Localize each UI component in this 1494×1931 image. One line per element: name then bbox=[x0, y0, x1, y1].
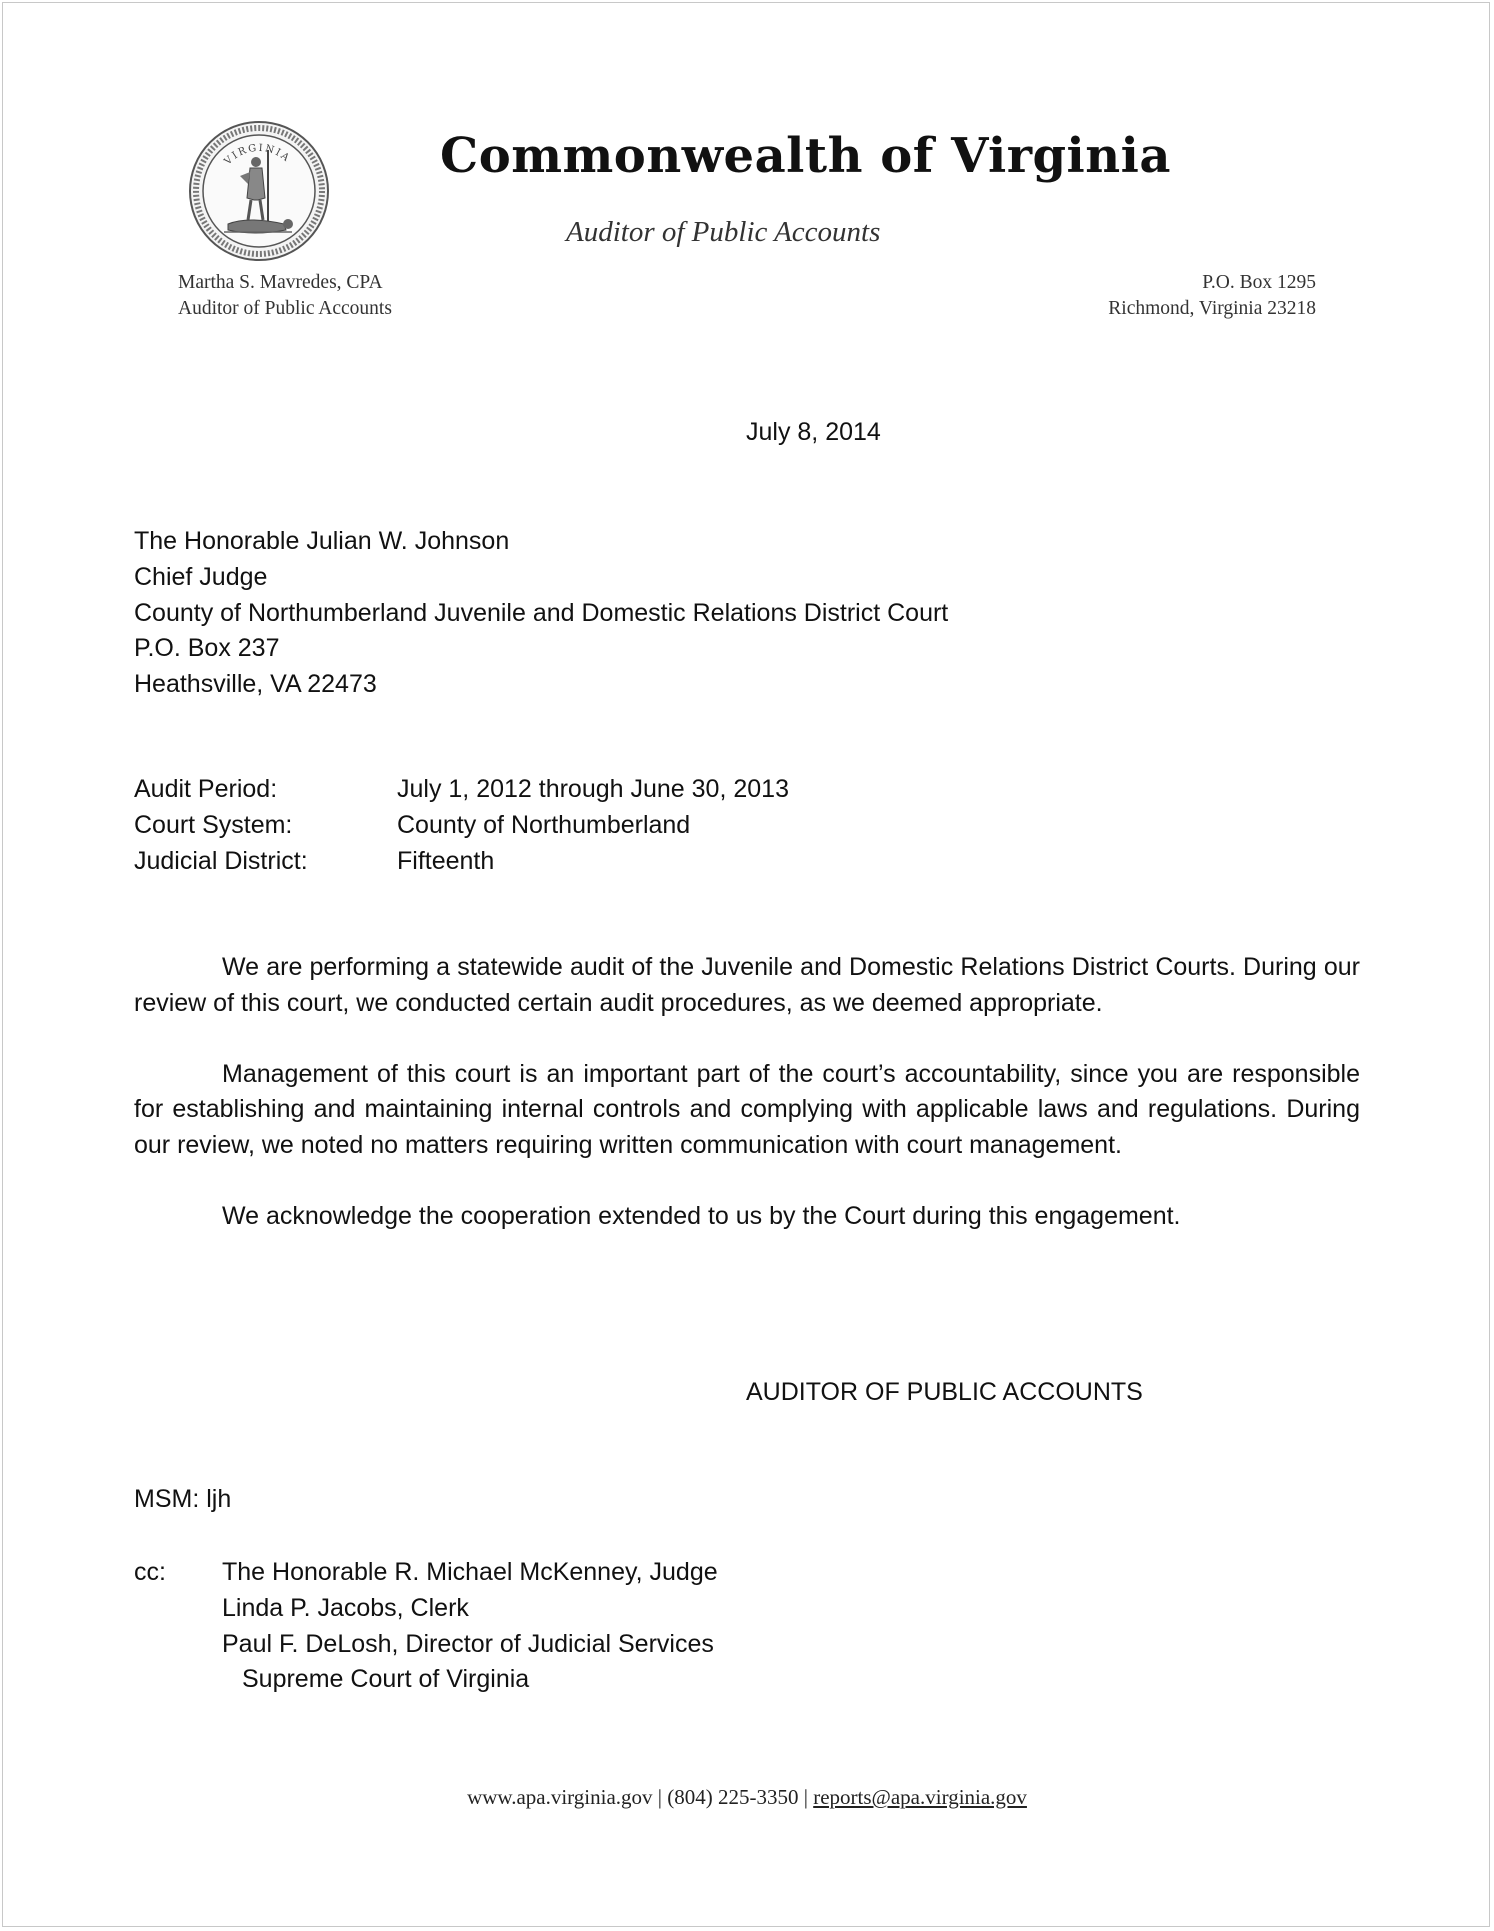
cc-recipient: Linda P. Jacobs, Clerk bbox=[222, 1593, 469, 1622]
footer-separator: | bbox=[798, 1785, 814, 1809]
cc-recipient: Paul F. DeLosh, Director of Judicial Services bbox=[222, 1629, 714, 1658]
signature-block: AUDITOR OF PUBLIC ACCOUNTS bbox=[746, 1378, 1143, 1406]
audit-info-block bbox=[134, 772, 789, 879]
letterhead-subtitle: Auditor of Public Accounts bbox=[566, 216, 881, 248]
letterhead-auditor-info bbox=[178, 270, 392, 322]
addressee-block bbox=[134, 524, 948, 703]
body-paragraph: We are performing a statewide audit of the Juvenile and Domestic Relations District Courts. During our review of this court, we conducted certain audit procedures, as we deemed appropriate. bbox=[134, 953, 1360, 1017]
footer-separator: | bbox=[652, 1785, 668, 1809]
reference-initials: MSM: ljh bbox=[134, 1485, 232, 1513]
cc-recipient: The Honorable R. Michael McKenney, Judge bbox=[222, 1558, 718, 1586]
body-paragraph: We acknowledge the cooperation extended to us by the Court during this engagement. bbox=[222, 1201, 1181, 1230]
audit-info-value: County of Northumberland bbox=[397, 810, 691, 839]
audit-info-value: July 1, 2012 through June 30, 2013 bbox=[397, 775, 789, 803]
audit-info-row bbox=[134, 772, 789, 808]
footer-email-link[interactable]: reports@apa.virginia.gov bbox=[813, 1785, 1027, 1809]
cc-recipient: Supreme Court of Virginia bbox=[242, 1665, 530, 1694]
audit-info-label: Audit Period: bbox=[134, 775, 278, 803]
addressee-line: Chief Judge bbox=[134, 562, 268, 591]
addressee-line: The Honorable Julian W. Johnson bbox=[134, 527, 510, 555]
cc-label: cc: bbox=[134, 1558, 166, 1586]
addressee-line: Heathsville, VA 22473 bbox=[134, 670, 377, 699]
footer-phone: (804) 225-3350 bbox=[667, 1785, 799, 1809]
audit-info-row bbox=[134, 808, 789, 844]
letterhead-title: Commonwealth of Virginia bbox=[440, 128, 1172, 184]
virginia-seal-logo bbox=[188, 120, 330, 262]
body-paragraph: Management of this court is an important part of the court’s accountability, since you are responsible for establishing and maintaining internal controls and complying with applicable laws and regulations. During our review, we noted no matters requiring written communication with court management. bbox=[134, 1059, 1360, 1160]
cc-list bbox=[222, 1555, 718, 1698]
svg-text:VIRGINIA: VIRGINIA bbox=[222, 142, 293, 168]
audit-info-row bbox=[134, 844, 789, 880]
cc-block bbox=[134, 1555, 718, 1698]
auditor-title: Auditor of Public Accounts bbox=[178, 298, 392, 319]
addressee-line: P.O. Box 237 bbox=[134, 634, 280, 663]
letter-body bbox=[134, 950, 1360, 1270]
auditor-name: Martha S. Mavredes, CPA bbox=[178, 272, 383, 293]
footer-website[interactable]: www.apa.virginia.gov bbox=[467, 1785, 653, 1809]
audit-info-value: Fifteenth bbox=[397, 846, 495, 875]
audit-info-label: Judicial District: bbox=[134, 846, 308, 875]
po-box: P.O. Box 1295 bbox=[1202, 272, 1316, 293]
audit-info-label: Court System: bbox=[134, 810, 293, 839]
addressee-line: County of Northumberland Juvenile and Domestic Relations District Court bbox=[134, 598, 949, 627]
footer-contact bbox=[0, 1785, 1494, 1810]
letter-date: July 8, 2014 bbox=[746, 418, 881, 446]
letterhead-mailing-address bbox=[1108, 270, 1316, 322]
city-state-zip: Richmond, Virginia 23218 bbox=[1108, 298, 1316, 319]
